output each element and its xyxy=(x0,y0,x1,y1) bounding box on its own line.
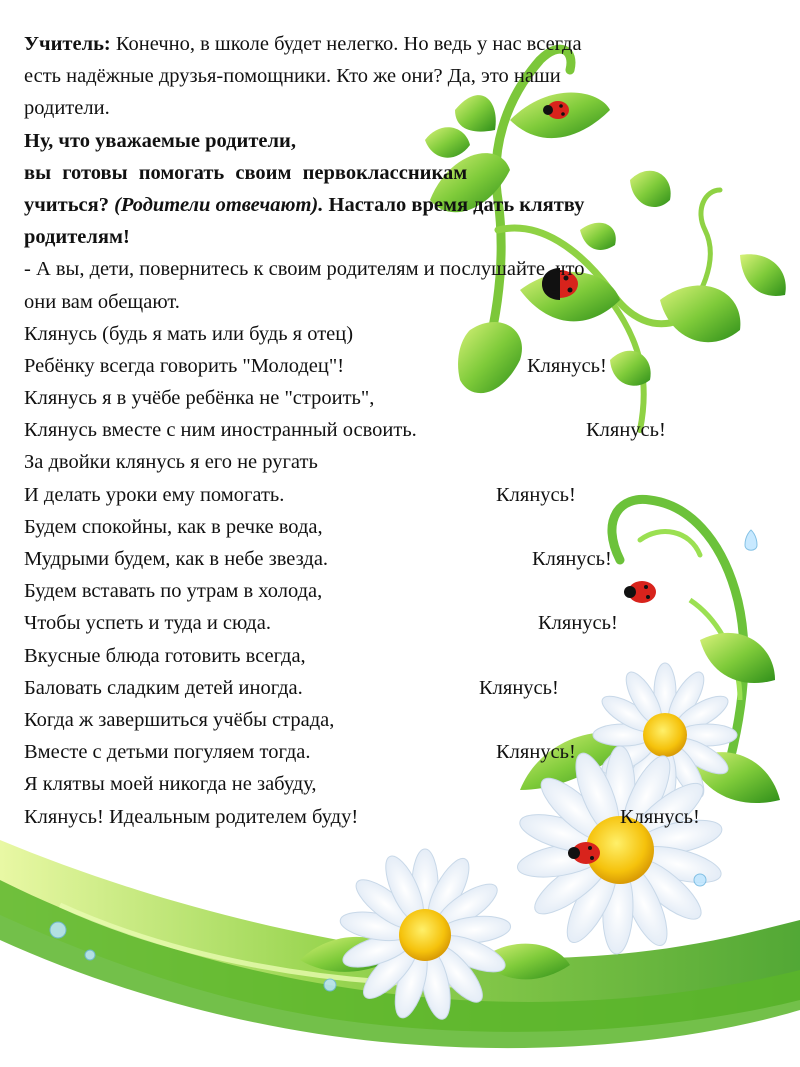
teacher-line-3: родители. xyxy=(24,97,110,120)
question-line-2: вы готовы помогать своим первоклассникам xyxy=(24,161,468,184)
oath-line: И делать уроки ему помогать. Клянусь! xyxy=(24,479,784,511)
oath-line: Когда ж завершиться учёбы страда, xyxy=(24,708,335,731)
oath-line: Вместе с детьми погуляем тогда. Клянусь! xyxy=(24,736,784,768)
oath-line: Баловать сладким детей иногда. Клянусь! xyxy=(24,672,784,704)
oath-line: Клянусь я в учёбе ребёнка не "строить", xyxy=(24,387,375,410)
oath-line: Будем спокойны, как в речке вода, xyxy=(24,515,323,538)
oath-line: Клянусь (будь я мать или будь я отец) xyxy=(24,322,354,345)
stage-direction: (Родители отвечают). xyxy=(114,193,324,216)
oath-line: Мудрыми будем, как в небе звезда. Клянусь! xyxy=(24,543,784,575)
children-line-2: они вам обещают. xyxy=(24,290,180,313)
question-line-1: Ну, что уважаемые родители, xyxy=(24,129,296,152)
question-line-3: учиться? (Родители отвечают). Настало время дать клятву xyxy=(24,193,585,216)
oath-refrain: Клянусь! xyxy=(527,354,607,377)
children-line-1: - А вы, дети, повернитесь к своим родителям и послушайте, что xyxy=(24,258,585,281)
oath-line: Я клятвы моей никогда не забуду, xyxy=(24,773,317,796)
oath-line: Клянусь вместе с ним иностранный освоить. Клянусь! xyxy=(24,414,784,446)
oath-line: Клянусь! Идеальным родителем буду! Клянусь! xyxy=(24,801,784,833)
oath-refrain: Клянусь! xyxy=(620,805,700,828)
speaker-label: Учитель: xyxy=(24,33,111,55)
document-text xyxy=(24,28,784,833)
question-line-4: родителям! xyxy=(24,226,130,249)
teacher-line-1: Учитель: Конечно, в школе будет нелегко. Но ведь у нас всегда xyxy=(24,33,582,55)
oath-refrain: Клянусь! xyxy=(532,548,612,570)
oath-refrain: Клянусь! xyxy=(479,676,559,699)
oath-line: За двойки клянусь я его не ругать xyxy=(24,451,318,474)
oath-refrain: Клянусь! xyxy=(586,419,666,442)
oath-line: Чтобы успеть и туда и сюда. Клянусь! xyxy=(24,607,784,639)
oath-refrain: Клянусь! xyxy=(496,483,576,506)
oath-refrain: Клянусь! xyxy=(538,612,618,635)
oath-refrain: Клянусь! xyxy=(496,741,576,764)
teacher-line-2: есть надёжные друзья-помощники. Кто же они? Да, это наши xyxy=(24,65,561,88)
oath-line: Будем вставать по утрам в холода, xyxy=(24,580,323,603)
oath-line: Ребёнку всегда говорить "Молодец"! Клянусь! xyxy=(24,350,784,382)
oath-line: Вкусные блюда готовить всегда, xyxy=(24,644,306,667)
